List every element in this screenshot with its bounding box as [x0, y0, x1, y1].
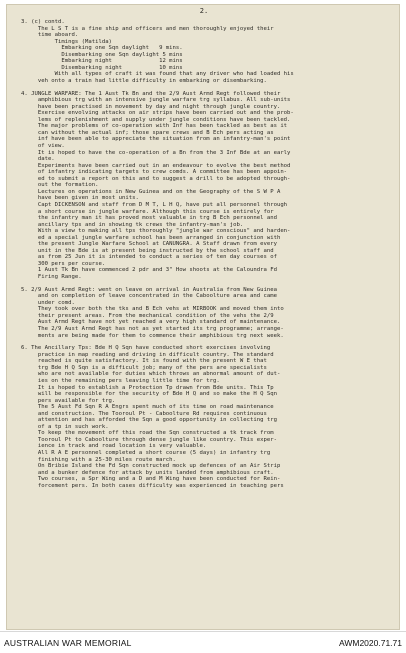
typed-text: [21, 19, 393, 489]
text-line: as from 25 Jun it is intended to conduct a series of ten day courses of: [21, 254, 277, 261]
text-line: ancillary tps and in showing tk crews the infantry-man's job.: [21, 221, 244, 228]
text-line: With a view to making all tps thoroughly "jungle war conscious" and harden-: [21, 228, 291, 235]
text-line: time aboard.: [21, 32, 79, 39]
text-line: and on completion of leave concentrated in the Caboolture area and came: [21, 293, 277, 300]
text-line: The 2/9 Aust Armd Regt has not as yet started its trg programme; arrange-: [21, 325, 284, 332]
text-line: will be responsible for the security of Bde H Q and so make the H Q Sqn: [21, 391, 277, 398]
text-line: who are not available for duties which throws an abnormal amount of dut-: [21, 371, 281, 378]
text-line: The 5 Aust Fd Sqn R A Engrs spent much of its time on road maintenance: [21, 404, 274, 411]
text-line: Capt DICKENSON and staff from D M T, L H Q, have put all personnel through: [21, 201, 288, 208]
text-line: They took over both the tks and B Ech vehs at MIRBOOK and moved them into: [21, 306, 284, 313]
text-line: have been practised in movement by day and night through jungle country.: [21, 103, 281, 110]
text-line: Disembarking one Sqn daylight 5 mins: [21, 51, 183, 58]
text-line: of a tp in such work.: [21, 423, 109, 430]
text-line: 1 Aust Tk Bn have commenced 2 pdr and 3" How shoots at the Caloundra Fd: [21, 267, 277, 274]
text-line: All R A E personnel completed a short course (5 days) in infantry trg: [21, 450, 271, 457]
text-line: Timings (Matilda): [21, 38, 112, 45]
text-line: pers available for trg.: [21, 397, 116, 404]
text-line: ments are being made for them to commence their amphibious trg next week.: [21, 332, 284, 339]
text-line: Two courses, a Spr Wing and a D and M Wing have been conducted for Rein-: [21, 476, 281, 483]
text-line: trg Bde H Q Sqn is a difficult job; many of the pers are specialists: [21, 364, 267, 371]
text-line: ed to submit a report on this and to suggest a drill to be adopted through-: [21, 175, 291, 182]
text-line: 300 pers per course.: [21, 260, 106, 267]
text-line: It is hoped to establish a Protection Tp drawn from Bde units. This Tp: [21, 384, 274, 391]
text-line: To keep the movement off this road the Sqn constructed a tk track from: [21, 430, 274, 437]
text-line: inf have been able to appreciate the situation from an infantry-man's point: [21, 136, 291, 143]
text-line: Aust Armd Regt have not yet reached a very high standard of maintenance.: [21, 319, 281, 326]
text-line: 6. The Ancillary Tps: Bde H Q Sqn have conducted short exercises involving: [21, 345, 271, 352]
text-line: date.: [21, 156, 55, 163]
text-line: Embarking night 12 mins: [21, 58, 183, 65]
text-line: lems of replenishment and supply under jungle conditions have been tackled.: [21, 116, 291, 123]
text-line: have been given in most units.: [21, 195, 139, 202]
text-line: of infantry indicating targets to crew comds. A committee has been appoin-: [21, 169, 288, 176]
text-line: veh onto a train had little difficulty in embarking or disembarking.: [21, 77, 267, 84]
text-line: the infantry man it has proved most valuable in trg B Ech personnel and: [21, 215, 277, 222]
text-line: The L S T is a fine ship and officers and men thoroughly enjoyed their: [21, 25, 274, 32]
text-line: of view.: [21, 143, 65, 150]
footer-accession-number: AWM2020.71.71: [339, 638, 402, 648]
text-line: Experiments have been carried out in an endeavour to evolve the best method: [21, 162, 291, 169]
text-line: With all types of craft it was found that any driver who had loaded his: [21, 71, 294, 78]
text-line: Embarking one Sqn daylight 9 mins.: [21, 45, 183, 52]
text-line: Lectures on operations in New Guinea and on the Geography of the S W P A: [21, 188, 281, 195]
text-line: finishing with a 25-30 miles route march.: [21, 456, 176, 463]
text-line: attention and has afforded the Sqn a good opportunity in collecting trg: [21, 417, 277, 424]
document-page: [6, 4, 400, 630]
text-line: ed a special jungle warfare school has been arranged in conjunction with: [21, 234, 281, 241]
footer-institution: AUSTRALIAN WAR MEMORIAL: [4, 638, 132, 648]
text-line: unit in the Bde is at present being instructed by the school staff and: [21, 247, 274, 254]
text-line: their present areas. From the mechanical condition of the vehs the 2/9: [21, 312, 274, 319]
text-line: The major problems of co-operation with Inf has been tackled as best as it: [21, 123, 288, 130]
text-line: Tooroul Pt to Caboolture through dense jungle like country. This exper-: [21, 436, 277, 443]
text-line: and construction. The Tooroul Pt - Caboolture Rd requires continuous: [21, 410, 267, 417]
text-line: Exercise envolving attacks on air strips have been carried out and the prob-: [21, 110, 294, 117]
text-line: out the formation.: [21, 182, 99, 189]
text-line: ience in track and road location is very valuable.: [21, 443, 207, 450]
footer-bar: [0, 631, 406, 653]
text-line: under comd.: [21, 299, 75, 306]
text-line: Disembarking night 10 mins: [21, 64, 183, 71]
text-line: can without the actual inf; those spare crews and B Ech pers acting as: [21, 129, 274, 136]
text-line: a short course in jungle warfare. Although this course is entirely for: [21, 208, 274, 215]
text-line: 5. 2/9 Aust Armd Regt: went on leave on arrival in Australia from New Guinea: [21, 286, 277, 293]
text-line: practice in map reading and driving in difficult country. The standard: [21, 351, 274, 358]
text-line: 4. JUNGLE WARFARE: The 1 Aust Tk Bn and the 2/9 Aust Armd Regt followed their: [21, 90, 281, 97]
text-line: On Bribie Island the Fd Sqn constructed mock up defences of an Air Strip: [21, 463, 281, 470]
text-line: Firing Range.: [21, 273, 82, 280]
text-line: 3. (c) contd.: [21, 19, 65, 25]
text-line: forcement pers. In both cases difficulty was experienced in teaching pers: [21, 482, 284, 489]
text-line: reached is quite satisfactory. It is found with the present W E that: [21, 358, 267, 365]
text-line: amphibious trg with an intensive jungle warfare trg syllabus. All sub-units: [21, 97, 291, 104]
text-line: It is hoped to have the co-operation of a Bn from the 3 Inf Bde at an early: [21, 149, 291, 156]
text-line: the present Jungle Warfare School at CANUNGRA. A Staff drawn from every: [21, 241, 277, 248]
text-line: ies on the remaining pers leaving little time for trg.: [21, 378, 220, 384]
text-line: and a bunker defence for attack by units landed from amphibious craft.: [21, 469, 274, 476]
page-number: 2.: [199, 7, 209, 15]
